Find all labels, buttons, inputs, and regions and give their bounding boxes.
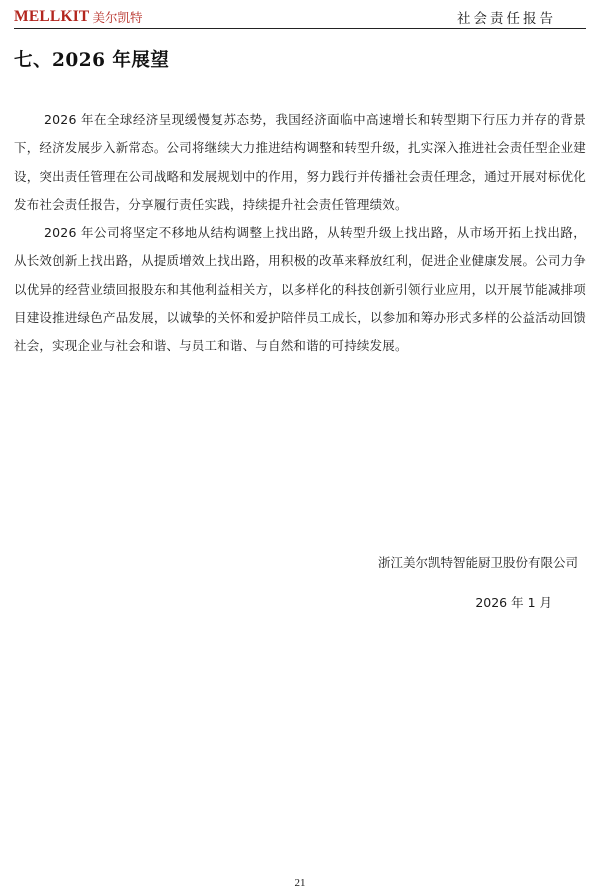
- paragraph: 2026 年公司将坚定不移地从结构调整上找出路，从转型升级上找出路，从市场开拓上找出路，从长效创新上找出路，从提质增效上找出路，用积极的改革来释放红利，促进企业健康发展。公司力争以优异的经营业绩回报股东和其他利益相关方，以多样化的科技创新引领行业应用，以开展节能减排项目建设推进绿色产品发展，以诚挚的关怀和爱护陪伴员工成长，以参加和筹办形式多样的公益活动回馈社会，实现企业与社会和谐、与员工和谐、与自然和谐的可持续发展。: [14, 225, 586, 354]
- brand-logo: MELLKIT: [14, 8, 90, 25]
- page-number: 21: [294, 877, 306, 889]
- page-header: [14, 6, 586, 29]
- brand-name: 美尔凯特: [92, 10, 143, 25]
- report-title: 社会责任报告: [457, 11, 556, 27]
- brand: [14, 8, 143, 26]
- section-title: 七、2026 年展望: [14, 50, 170, 71]
- body-text: [14, 106, 586, 361]
- signature-company: 浙江美尔凯特智能厨卫股份有限公司: [377, 555, 578, 570]
- signature-date: 2026 年 1 月: [475, 595, 552, 610]
- paragraph: 2026 年在全球经济呈现缓慢复苏态势，我国经济面临中高速增长和转型期下行压力并存的背景下，经济发展步入新常态。公司将继续大力推进结构调整和转型升级，扎实深入推进社会责任型企业建设，突出责任管理在公司战略和发展规划中的作用，努力践行并传播社会责任理念，通过开展对标优化发布社会责任报告，分享履行责任实践，持续提升社会责任管理绩效。: [14, 112, 586, 212]
